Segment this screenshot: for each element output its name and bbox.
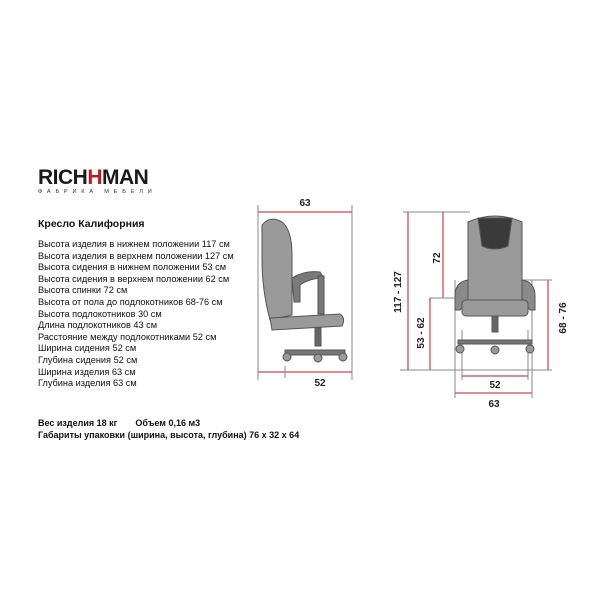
seat-height-label: 53 - 62 [416, 317, 427, 349]
side-width-label: 63 [299, 198, 311, 209]
total-height-label: 117 - 127 [393, 271, 404, 313]
spec-item: Высота от пола до подлокотников 68-76 см [38, 296, 223, 307]
back-height-label: 72 [432, 252, 443, 264]
spec-item: Ширина сидения 52 см [38, 343, 137, 354]
spec-item: Высота подлокотников 30 см [38, 308, 162, 319]
side-depth-label: 52 [314, 378, 326, 389]
spec-item: Глубина изделия 63 см [38, 378, 137, 389]
armrest-height-label: 68 - 76 [558, 302, 569, 334]
spec-item: Высота спинки 72 см [38, 285, 128, 296]
front-view [393, 212, 569, 410]
spec-item: Ширина изделия 63 см [38, 366, 136, 377]
spec-item: Высота изделия в нижнем положении 117 см [38, 239, 230, 249]
package-dimensions: Габариты упаковки (ширина, высота, глубина) 76 х 32 х 64 [38, 430, 300, 440]
front-chair-icon [455, 216, 535, 354]
logo-text-part2: MAN [102, 166, 149, 189]
spec-item: Расстояние между подлокотниками 52 см [38, 331, 217, 342]
total-width-label: 63 [488, 399, 500, 410]
logo-tagline: ФАБРИКА МЕБЕЛИ [38, 189, 157, 195]
spec-item: Высота сидения в верхнем положении 62 см [38, 273, 230, 284]
seat-width-label: 52 [489, 380, 501, 391]
logo-text-highlight: H [87, 166, 103, 189]
spec-item: Глубина сидения 52 см [38, 354, 138, 365]
spec-item: Длина подлокотников 43 см [38, 320, 158, 331]
volume-text: Объем 0,16 м3 [135, 418, 201, 428]
spec-item: Высота изделия в верхнем положении 127 см [38, 250, 234, 261]
spec-item: Высота сидения в нижнем положении 53 см [38, 262, 227, 273]
product-title: Кресло Калифорния [38, 218, 145, 230]
logo-text-part1: RICH [38, 166, 88, 189]
weight-text: Вес изделия 18 кг [38, 418, 118, 428]
side-view [258, 198, 352, 389]
side-chair-icon [262, 219, 347, 362]
